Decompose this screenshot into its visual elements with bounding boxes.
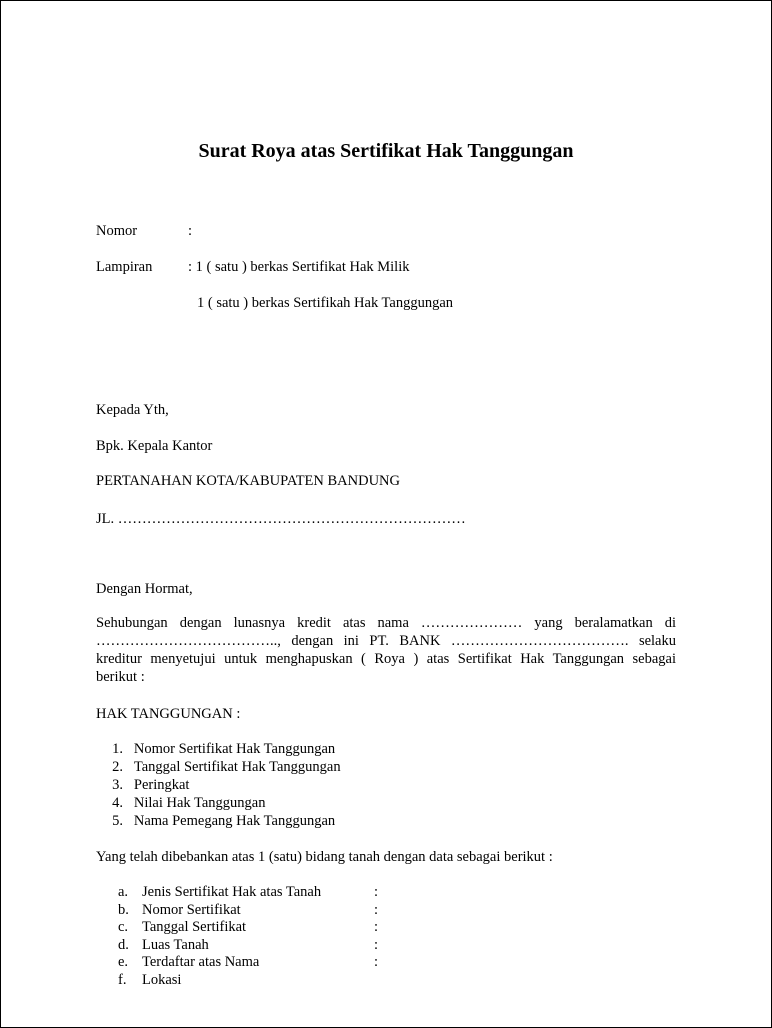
lampiran-line-2: 1 ( satu ) berkas Sertifikah Hak Tanggungan [197, 295, 454, 311]
list-item: 4. Nilai Hak Tanggungan [112, 795, 266, 811]
salutation: Dengan Hormat, [96, 581, 193, 597]
list-item: b. Nomor Sertifikat : [118, 901, 379, 918]
land-intro: Yang telah dibebankan atas 1 (satu) bidang tanah dengan data sebagai berikut : [96, 849, 553, 865]
paragraph-line-3: kreditur menyetujui untuk menghapuskan ( Roya ) atas Sertifikat Hak Tanggungan sebagai [96, 651, 676, 667]
recipient-line-1: Kepada Yth, [96, 402, 169, 418]
lampiran-label: Lampiran [96, 259, 153, 275]
lampiran-line-1: : 1 ( satu ) berkas Sertifikat Hak Milik [188, 259, 410, 275]
recipient-line-2: Bpk. Kepala Kantor [96, 438, 213, 454]
list-item: c. Tanggal Sertifikat : [118, 919, 379, 936]
nomor-separator: : [188, 223, 193, 239]
list-item: 3. Peringkat [112, 777, 190, 793]
paragraph-line-4: berikut : [96, 669, 145, 685]
paragraph-line-2: ……………………………….., dengan ini PT. BANK ………………………………. selaku [96, 633, 676, 649]
document-title: Surat Roya atas Sertifikat Hak Tanggungan [198, 140, 574, 162]
list-item: 1. Nomor Sertifikat Hak Tanggungan [112, 741, 336, 757]
paragraph-line-1: Sehubungan dengan lunasnya kredit atas nama ………………… yang beralamatkan di [96, 615, 676, 631]
list-item: d. Luas Tanah : [118, 936, 379, 953]
list-item: a. Jenis Sertifikat Hak atas Tanah : [118, 884, 379, 900]
recipient-address: JL. ……………………………………………………………… [96, 511, 466, 527]
body-paragraph [96, 614, 676, 686]
nomor-label: Nomor [96, 223, 138, 239]
hak-tanggungan-heading: HAK TANGGUNGAN : [96, 706, 241, 722]
hak-tanggungan-list [96, 740, 341, 830]
recipient-line-3: PERTANAHAN KOTA/KABUPATEN BANDUNG [96, 473, 401, 489]
list-item: f. Lokasi [118, 971, 182, 988]
list-item: 5. Nama Pemegang Hak Tanggungan [112, 813, 336, 829]
land-data-list [118, 883, 379, 989]
list-item: 2. Tanggal Sertifikat Hak Tanggungan [112, 759, 341, 775]
list-item: e. Terdaftar atas Nama : [118, 954, 379, 971]
